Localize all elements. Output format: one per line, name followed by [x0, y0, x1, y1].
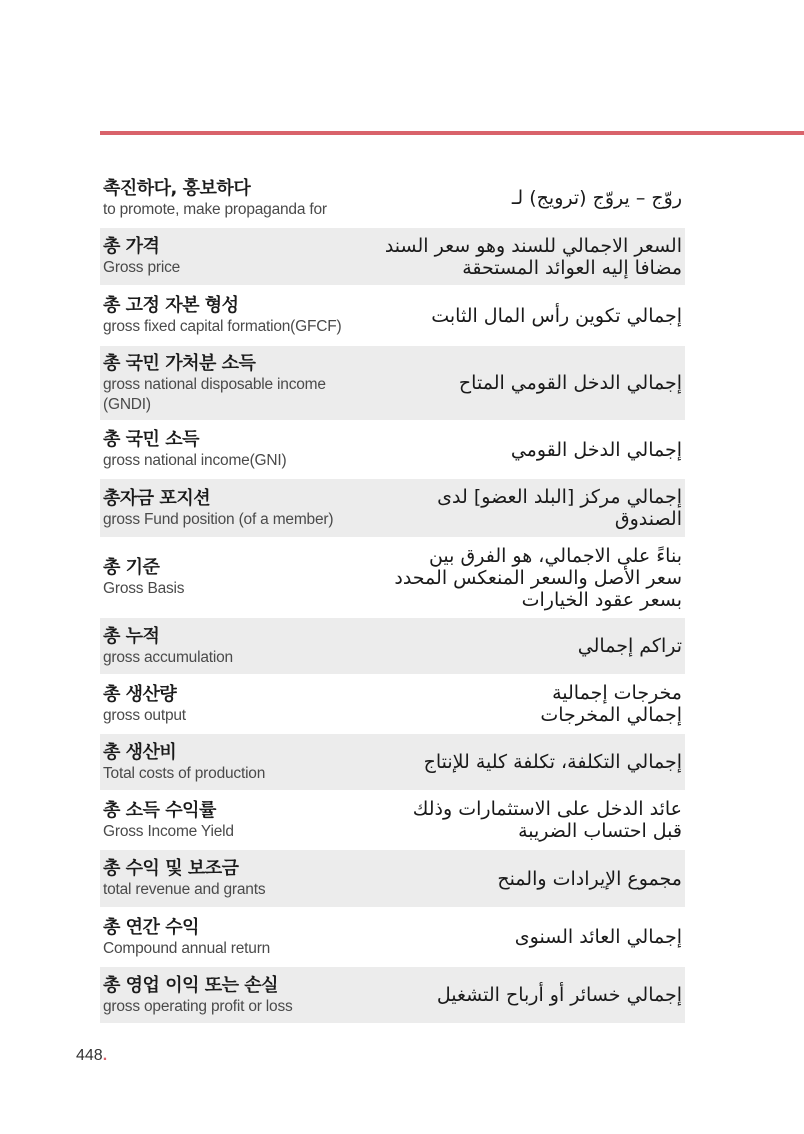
entry-terms — [103, 235, 365, 278]
korean-term: 총 생산비 — [103, 741, 177, 763]
arabic-term — [365, 798, 682, 842]
arabic-line: الصندوق — [614, 508, 682, 530]
page-number — [76, 1047, 107, 1065]
korean-term: 총 국민 가처분 소득 — [103, 352, 256, 374]
arabic-term — [365, 187, 682, 209]
korean-term: 총 국민 소득 — [103, 429, 199, 450]
arabic-term — [365, 635, 682, 657]
arabic-term — [365, 682, 682, 726]
arabic-term — [365, 486, 682, 530]
korean-term: 총 기준 — [103, 557, 160, 578]
entry-terms — [103, 556, 365, 599]
arabic-line: إجمالي تكوين رأس المال الثابت — [431, 304, 682, 327]
arabic-term — [365, 372, 682, 394]
entry-terms — [103, 741, 365, 784]
arabic-line: إجمالي المخرجات — [540, 704, 682, 726]
korean-term: 총 소득 수익률 — [103, 799, 216, 821]
arabic-line: إجمالي مركز [البلد العضو] لدى — [437, 486, 682, 508]
entry-terms — [103, 352, 365, 415]
arabic-line: مجموع الإيرادات والمنح — [497, 867, 682, 890]
arabic-line: مضافا إليه العوائد المستحقة — [462, 256, 682, 279]
glossary-entry — [100, 479, 685, 539]
arabic-line: بناءً على الاجمالي، هو الفرق بين — [428, 544, 682, 567]
arabic-term — [365, 235, 682, 279]
arabic-term — [365, 926, 682, 948]
entry-terms — [103, 428, 365, 471]
entry-terms — [103, 974, 365, 1017]
arabic-term — [365, 439, 682, 461]
arabic-term — [365, 545, 682, 611]
english-term: total revenue and grants — [103, 881, 266, 898]
english-term: gross Fund position (of a member) — [103, 510, 334, 528]
glossary-entry — [100, 909, 685, 967]
entry-terms — [103, 487, 365, 530]
korean-term: 총 연간 수익 — [103, 916, 199, 938]
korean-term: 총 누적 — [103, 625, 160, 647]
korean-term: 총 수익 및 보조금 — [103, 858, 239, 879]
english-term: Compound annual return — [103, 939, 271, 957]
english-term: Gross Basis — [103, 580, 185, 597]
glossary-entry — [100, 228, 685, 287]
glossary-entry — [100, 676, 685, 734]
arabic-line: عائد الدخل على الاستثمارات وذلك — [412, 798, 682, 820]
glossary-entry — [100, 170, 685, 228]
arabic-line: إجمالي خسائر أو أرباح التشغيل — [436, 984, 682, 1006]
entry-terms — [103, 857, 365, 900]
english-term: gross output — [103, 706, 186, 724]
arabic-line: تراكم إجمالي — [577, 635, 682, 657]
english-term: to promote, make propaganda for — [103, 200, 327, 218]
entry-terms — [103, 294, 365, 337]
english-term: gross fixed capital formation(GFCF) — [103, 318, 342, 335]
glossary-entry — [100, 850, 685, 909]
glossary-entry — [100, 734, 685, 792]
arabic-line: إجمالي التكلفة، تكلفة كلية للإنتاج — [423, 751, 682, 773]
glossary-entry — [100, 792, 685, 850]
page-number-dot: . — [102, 1047, 108, 1064]
glossary-entry — [100, 287, 685, 346]
arabic-line: سعر الأصل والسعر المنعكس المحدد — [394, 566, 682, 589]
english-term: Total costs of production — [103, 764, 266, 782]
glossary-entry — [100, 422, 685, 479]
arabic-term — [365, 305, 682, 327]
arabic-line: إجمالي الدخل القومي — [510, 438, 682, 461]
header-rule — [100, 131, 804, 135]
korean-term: 총 가격 — [103, 236, 160, 257]
entry-terms — [103, 799, 365, 842]
korean-term: 촉진하다, 홍보하다 — [103, 177, 251, 199]
english-term: Gross Income Yield — [103, 822, 234, 840]
glossary-list — [100, 170, 685, 1025]
english-term: gross national disposable income (GNDI) — [103, 375, 326, 413]
english-term: gross operating profit or loss — [103, 997, 293, 1015]
arabic-line: مخرجات إجمالية — [552, 682, 682, 704]
glossary-entry — [100, 618, 685, 676]
entry-terms — [103, 625, 365, 668]
korean-term: 총 고정 자본 형성 — [103, 295, 239, 316]
glossary-entry — [100, 967, 685, 1025]
arabic-term — [365, 984, 682, 1006]
english-term: gross national income(GNI) — [103, 452, 287, 469]
arabic-term — [365, 751, 682, 773]
korean-term: 총 생산량 — [103, 683, 177, 705]
entry-terms — [103, 177, 365, 220]
glossary-entry — [100, 539, 685, 618]
korean-term: 총 영업 이익 또는 손실 — [103, 974, 279, 996]
english-term: Gross price — [103, 259, 181, 276]
arabic-line: السعر الاجمالي للسند وهو سعر السند — [384, 234, 682, 257]
arabic-line: روّج – يروّج (ترويج) لـ — [511, 187, 682, 209]
english-term: gross accumulation — [103, 648, 233, 666]
korean-term: 총자금 포지션 — [103, 487, 211, 509]
arabic-line: إجمالي الدخل القومي المتاح — [458, 372, 682, 394]
entry-terms — [103, 683, 365, 726]
arabic-line: بسعر عقود الخيارات — [521, 588, 682, 611]
arabic-term — [365, 868, 682, 890]
arabic-line: قبل احتساب الضريبة — [518, 820, 682, 842]
page-number-text: 448 — [76, 1047, 103, 1064]
glossary-entry — [100, 346, 685, 422]
arabic-line: إجمالي العائد السنوى — [514, 926, 682, 948]
entry-terms — [103, 916, 365, 959]
